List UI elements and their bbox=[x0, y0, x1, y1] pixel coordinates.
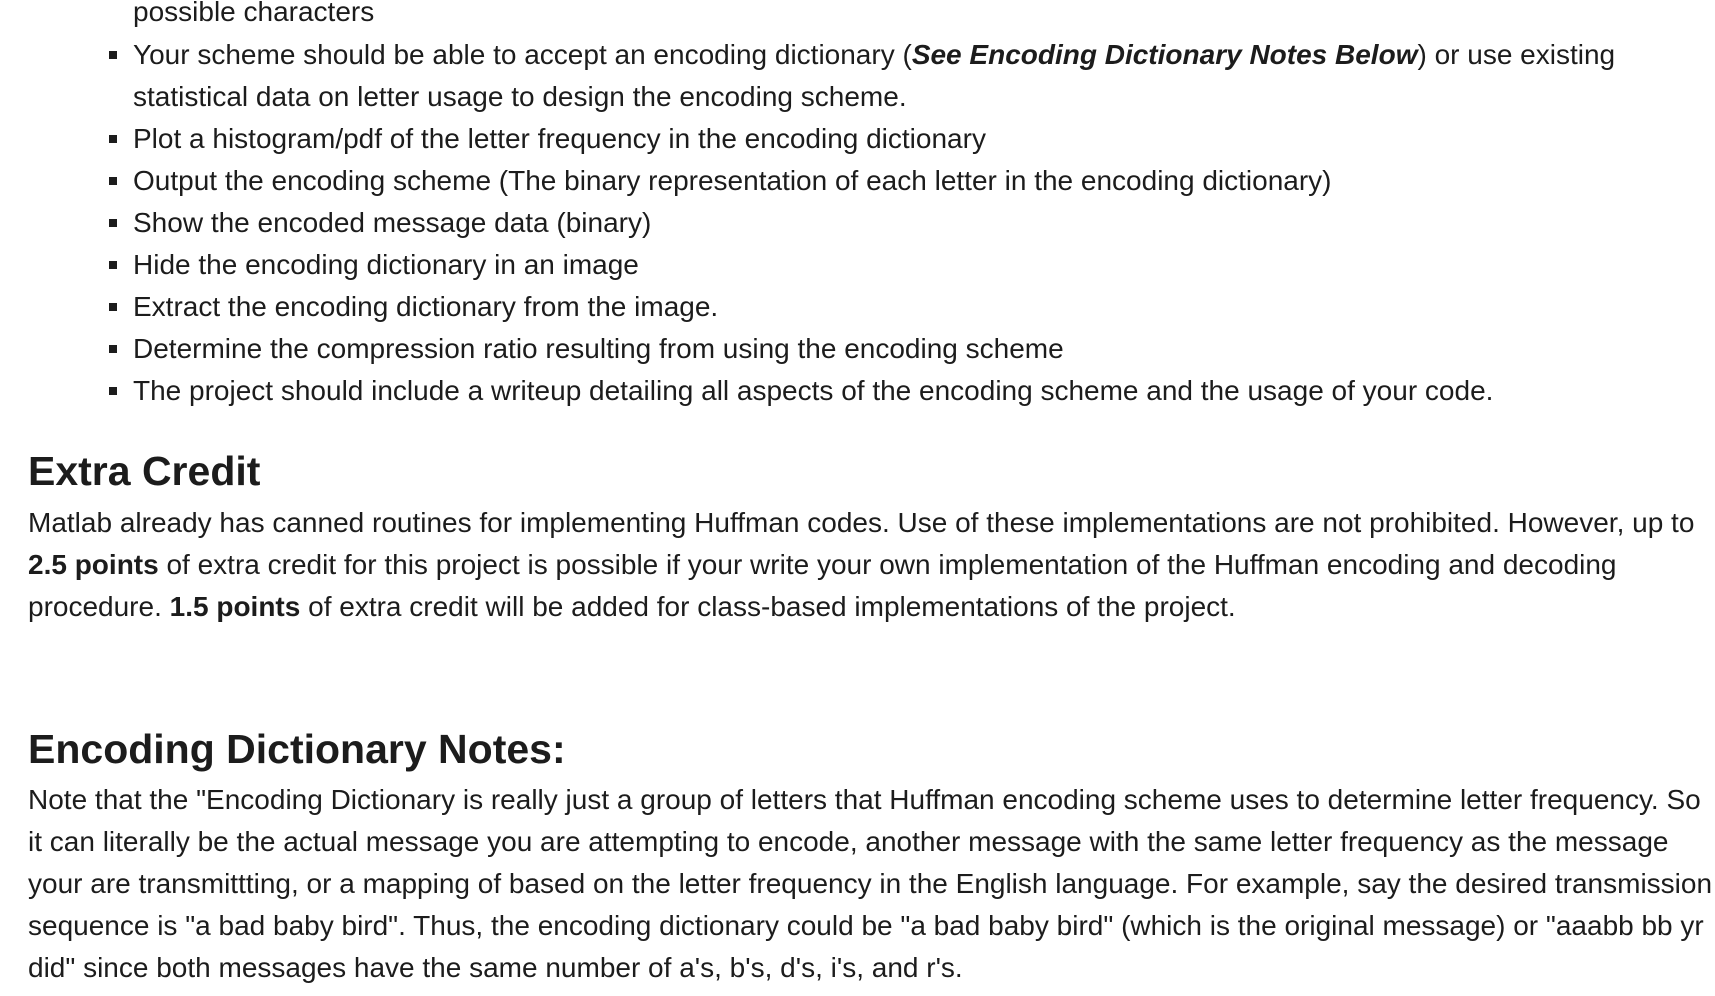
list-item bbox=[133, 202, 1653, 244]
encoding-notes-heading: Encoding Dictionary Notes: bbox=[28, 726, 566, 772]
list-item bbox=[133, 244, 1653, 286]
paragraph-text: of extra credit will be added for class-based implementations of the project. bbox=[300, 591, 1236, 622]
list-item-text: Determine the compression ratio resulting from using the encoding scheme bbox=[133, 333, 1064, 364]
requirements-list bbox=[28, 34, 1653, 412]
list-item bbox=[133, 118, 1653, 160]
list-item bbox=[133, 34, 1653, 118]
extra-credit-heading: Extra Credit bbox=[28, 448, 261, 494]
encoding-notes-paragraph: Note that the "Encoding Dictionary is really just a group of letters that Huffman encoding scheme uses to determine letter frequency. So it can literally be the actual message you are attempting to encode, another message with the same letter frequency as the message your are transmittting, or a mapping of based on the letter frequency in the English language. For example, say the desired transmission sequence is "a bad baby bird". Thus, the encoding dictionary could be "a bad baby bird" (which is the original message) or "aaabb bb yr did" since both messages have the same number of a's, b's, d's, i's, and r's. bbox=[28, 784, 1713, 983]
list-item-text: ) or use existing statistical data on letter usage to design the encoding scheme. bbox=[133, 39, 1616, 112]
list-item bbox=[133, 160, 1653, 202]
emphasis-text: See Encoding Dictionary Notes Below bbox=[911, 39, 1418, 70]
list-item-text: Hide the encoding dictionary in an image bbox=[133, 249, 639, 280]
list-item-text: Plot a histogram/pdf of the letter frequency in the encoding dictionary bbox=[133, 123, 986, 154]
extra-credit-paragraph bbox=[28, 502, 1715, 628]
list-item-text: Output the encoding scheme (The binary representation of each letter in the encoding dictionary) bbox=[133, 165, 1332, 196]
list-item-continuation: possible characters bbox=[133, 0, 375, 27]
list-item bbox=[133, 328, 1653, 370]
paragraph-text: Matlab already has canned routines for implementing Huffman codes. Use of these implementations are not prohibited. However, up to bbox=[28, 507, 1695, 538]
list-item-text: The project should include a writeup detailing all aspects of the encoding scheme and the usage of your code. bbox=[133, 375, 1494, 406]
list-item bbox=[133, 370, 1653, 412]
list-item-text: Extract the encoding dictionary from the image. bbox=[133, 291, 719, 322]
list-item bbox=[133, 286, 1653, 328]
list-item-text: Your scheme should be able to accept an encoding dictionary ( bbox=[133, 39, 912, 70]
bold-points: 2.5 points bbox=[28, 549, 159, 580]
list-item-text: Show the encoded message data (binary) bbox=[133, 207, 652, 238]
paragraph-text: of extra credit for this project is possible if your write your own implementation of the Huffman encoding and decoding procedure. bbox=[28, 549, 1617, 622]
bold-points: 1.5 points bbox=[169, 591, 301, 622]
